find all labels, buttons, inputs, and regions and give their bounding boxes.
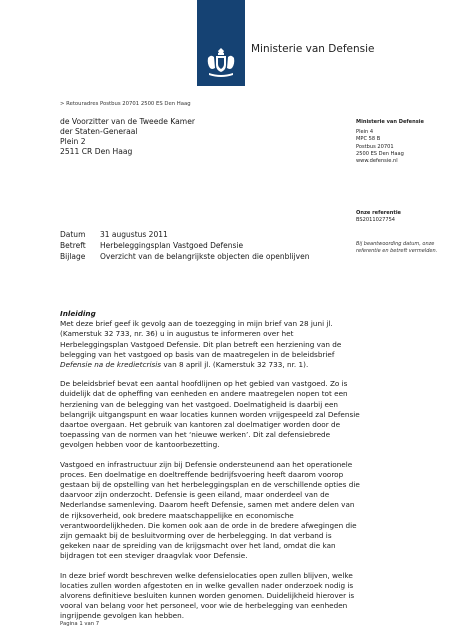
text-line: belangrijk uitgangspunt en waar locaties kunnen worden vrijgespeeld zal Defensie	[60, 409, 360, 419]
text-line: daartoe overgaan. Het gebruik van kantoren zal doelmatiger worden door de	[60, 420, 341, 430]
text-line: Defensie na de kredietcrisis van 8 april jl. (Kamerstuk 32 733, nr. 1).	[60, 360, 309, 370]
text-line: De beleidsbrief bevat een aantal hoofdlijnen op het gebied van vastgoed. Zo is	[60, 379, 348, 389]
text-line: herziening van de belegging van het vastgoed. Doelmatigheid is daarbij een	[60, 399, 339, 409]
recipient-line: Plein 2	[60, 137, 86, 146]
text-line: gevolgen hebben voor de kantoorbezetting.	[60, 440, 220, 450]
text-line: toepassing van de normen van het ‘nieuwe werken’. Dit zal defensiebrede	[60, 430, 331, 440]
text-line: Nederlandse samenleving. Daarom heeft Defensie, samen met andere delen van	[60, 500, 355, 510]
recipient-line: de Voorzitter van de Tweede Kamer	[60, 117, 195, 126]
reference-value: BS2011027754	[356, 217, 396, 223]
page-number: Pagina 1 van 7	[60, 621, 100, 627]
text-line: (Kamerstuk 32 733, nr. 36) u in augustus te informeren over het	[60, 329, 294, 339]
letter-body	[60, 309, 360, 631]
attachment-value: Overzicht van de belangrijkste objecten die openblijven	[100, 251, 310, 261]
sender-line: Plein 4	[356, 129, 374, 136]
subject-row	[60, 241, 309, 252]
reference-label: Onze referentie	[356, 210, 402, 216]
text-line: Vastgoed en infrastructuur zijn bij Defensie ondersteunend aan het operationele	[60, 459, 353, 469]
subject-label: Betreft	[60, 240, 86, 250]
text-line: Met deze brief geef ik gevolg aan de toezegging in mijn brief van 28 juni jl.	[60, 319, 333, 329]
paragraph-4	[60, 570, 355, 622]
sender-name: Ministerie van Defensie	[356, 119, 424, 125]
text-line: gestaan bij de opstelling van het herbeleggingsplan en de verschillende opties die	[60, 480, 360, 490]
date-row	[60, 230, 309, 241]
text-line: daarvoor zijn onderzocht. Defensie is geen eiland, maar onderdeel van de	[60, 490, 330, 500]
sender-line: MPC 58 B	[356, 136, 381, 143]
attachment-row	[60, 252, 309, 263]
text-line: In deze brief wordt beschreven welke defensielocaties open zullen blijven, welke	[60, 570, 353, 580]
text-line: locaties zullen worden afgestoten en in welke gevallen nader onderzoek nodig is	[60, 580, 354, 590]
paragraph-1	[60, 319, 350, 370]
text-line: ingrijpende gevolgen kan hebben.	[60, 611, 185, 621]
sender-line: Postbus 20701	[356, 143, 394, 150]
crest-icon	[205, 48, 237, 78]
text-line: duidelijk dat de opheffing van eenheden en andere maatregelen nopen tot een	[60, 389, 348, 399]
date-value: 31 augustus 2011	[100, 230, 168, 239]
text-line: gekeken naar de spreiding van de krijgsmacht over het land, omdat die kan	[60, 541, 336, 551]
sender-block	[356, 119, 424, 165]
recipient-line: der Staten-Generaal	[60, 127, 138, 136]
recipient-address	[60, 117, 195, 157]
subject-value: Herbeleggingsplan Vastgoed Defensie	[100, 240, 244, 250]
return-address: > Retouradres Postbus 20701 2500 ES Den Haag	[60, 101, 191, 107]
text-line: Herbeleggingsplan Vastgoed Defensie. Dit plan betreft een herziening van de	[60, 339, 342, 349]
logo-band	[197, 0, 245, 86]
date-label: Datum	[60, 230, 86, 239]
text-line: bijdragen tot een steviger draagvlak voor Defensie.	[60, 551, 248, 561]
text-line: de rijksoverheid, ook bredere maatschappelijke en economische	[60, 510, 294, 520]
text-line: proces. Een doelmatige en doeltreffende bedrijfsvoering heeft daarom voorop	[60, 469, 344, 479]
text-line: verantwoordelijkheden. Die komen ook aan de orde in de bredere afwegingen die	[60, 520, 357, 530]
ministry-name: Ministerie van Defensie	[251, 43, 375, 55]
text-line: vooral van belang voor het personeel, voor wie de herbelegging van eenheden	[60, 601, 348, 611]
reference-block	[356, 210, 401, 224]
sender-website-link[interactable]: www.defensie.nl	[356, 158, 398, 165]
section-heading: Inleiding	[60, 309, 96, 318]
text-line: alvorens definitieve besluiten kunnen worden genomen. Duidelijkheid hierover is	[60, 591, 355, 601]
reply-note: Bij beantwoording datum, onze referentie en betreft vermelden.	[356, 241, 438, 254]
paragraph-3	[60, 459, 360, 562]
sender-line: 2500 ES Den Haag	[356, 150, 404, 157]
recipient-line: 2511 CR Den Haag	[60, 147, 133, 156]
text-line: belegging van het vastgoed op basis van de maatregelen in de beleidsbrief	[60, 349, 335, 359]
letter-meta	[60, 230, 309, 262]
paragraph-2	[60, 379, 360, 450]
text-line: zijn gemaakt bij de besluitvorming over de herbelegging. In dat verband is	[60, 531, 332, 541]
attachment-label: Bijlage	[60, 251, 86, 261]
